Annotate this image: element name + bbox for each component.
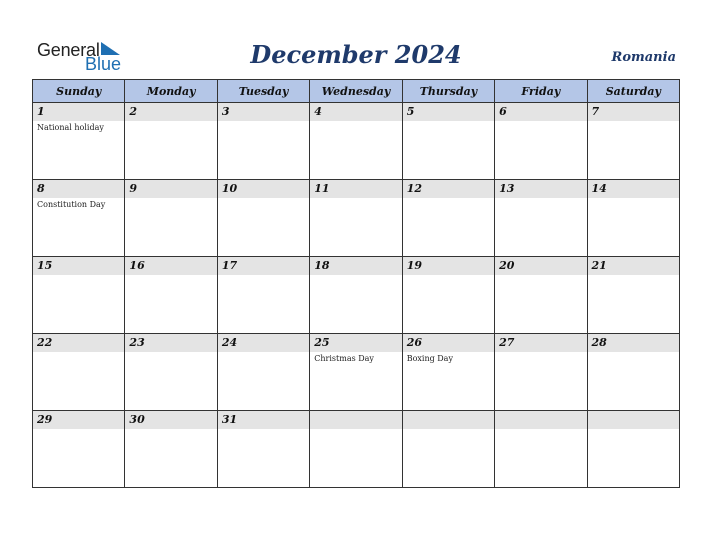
day-cell	[402, 411, 494, 488]
holiday-label	[310, 121, 401, 122]
day-cell	[310, 180, 402, 257]
day-cell	[495, 334, 587, 411]
day-number: 26	[403, 334, 494, 352]
day-cell	[125, 103, 217, 180]
holiday-label	[588, 275, 679, 276]
holiday-label: Boxing Day	[406, 354, 453, 363]
week-row	[33, 334, 680, 411]
day-cell	[310, 334, 402, 411]
holiday-label	[218, 121, 309, 122]
day-number: 12	[403, 180, 494, 198]
holiday-label	[218, 275, 309, 276]
page-title: December 2024	[250, 40, 462, 69]
day-number: 20	[495, 257, 586, 275]
day-number: 27	[495, 334, 586, 352]
weekday-header-row	[33, 80, 680, 103]
day-cell	[217, 257, 309, 334]
day-number: 5	[403, 103, 494, 121]
day-number: 14	[588, 180, 679, 198]
country-label: Romania	[611, 50, 676, 65]
day-number: 4	[310, 103, 401, 121]
day-cell	[310, 103, 402, 180]
day-number	[310, 411, 401, 429]
day-number: 13	[495, 180, 586, 198]
day-number: 22	[33, 334, 124, 352]
logo-word-blue: Blue	[85, 54, 122, 74]
holiday-label	[218, 198, 309, 199]
holiday-label	[33, 352, 124, 353]
holiday-label	[125, 275, 216, 276]
holiday-label	[310, 429, 401, 430]
day-number: 1	[33, 103, 124, 121]
holiday-label	[495, 352, 586, 353]
day-cell	[33, 103, 125, 180]
holiday-label	[588, 352, 679, 353]
day-cell	[125, 257, 217, 334]
day-number: 24	[218, 334, 309, 352]
holiday-label	[218, 429, 309, 430]
holiday-label	[588, 121, 679, 122]
holiday-label	[588, 429, 679, 430]
day-cell	[402, 257, 494, 334]
day-number: 6	[495, 103, 586, 121]
holiday-label	[125, 198, 216, 199]
weekday-header: Tuesday	[217, 80, 309, 103]
day-number: 8	[33, 180, 124, 198]
day-number: 9	[125, 180, 216, 198]
day-cell	[217, 334, 309, 411]
weekday-header: Monday	[125, 80, 217, 103]
day-cell	[402, 103, 494, 180]
day-cell	[310, 411, 402, 488]
day-number: 16	[125, 257, 216, 275]
day-number: 2	[125, 103, 216, 121]
day-number: 17	[218, 257, 309, 275]
day-cell	[587, 257, 679, 334]
day-cell	[33, 180, 125, 257]
day-cell	[495, 103, 587, 180]
holiday-label	[125, 352, 216, 353]
day-cell	[587, 411, 679, 488]
day-number	[495, 411, 586, 429]
day-number: 28	[588, 334, 679, 352]
holiday-label	[403, 121, 494, 122]
day-cell	[33, 411, 125, 488]
holiday-label	[588, 198, 679, 199]
holiday-label	[495, 429, 586, 430]
holiday-label	[33, 275, 124, 276]
weekday-header: Wednesday	[310, 80, 402, 103]
holiday-label	[403, 429, 494, 430]
day-number: 15	[33, 257, 124, 275]
week-row	[33, 180, 680, 257]
holiday-label	[310, 198, 401, 199]
holiday-label	[403, 198, 494, 199]
holiday-label	[33, 429, 124, 430]
day-number: 25	[310, 334, 401, 352]
day-number: 30	[125, 411, 216, 429]
week-row	[33, 411, 680, 488]
logo-word-general: General	[37, 40, 100, 60]
calendar-grid	[32, 79, 680, 488]
holiday-label	[310, 275, 401, 276]
day-cell	[402, 180, 494, 257]
holiday-label	[125, 121, 216, 122]
day-cell	[402, 334, 494, 411]
weekday-header: Thursday	[402, 80, 494, 103]
day-number: 7	[588, 103, 679, 121]
holiday-label	[125, 429, 216, 430]
day-cell	[495, 180, 587, 257]
holiday-label: Constitution Day	[37, 200, 106, 209]
holiday-label	[495, 198, 586, 199]
weekday-header: Sunday	[33, 80, 125, 103]
day-cell	[33, 334, 125, 411]
weekday-header: Saturday	[587, 80, 679, 103]
day-cell	[125, 334, 217, 411]
day-cell	[125, 411, 217, 488]
day-number	[403, 411, 494, 429]
day-cell	[310, 257, 402, 334]
holiday-label	[495, 275, 586, 276]
day-number: 11	[310, 180, 401, 198]
day-number: 18	[310, 257, 401, 275]
day-cell	[495, 411, 587, 488]
day-cell	[587, 334, 679, 411]
day-cell	[217, 103, 309, 180]
day-cell	[217, 180, 309, 257]
holiday-label: Christmas Day	[314, 354, 374, 363]
day-cell	[495, 257, 587, 334]
day-cell	[587, 103, 679, 180]
day-number: 10	[218, 180, 309, 198]
weekday-header: Friday	[495, 80, 587, 103]
day-number	[588, 411, 679, 429]
day-number: 21	[588, 257, 679, 275]
holiday-label: National holiday	[37, 123, 104, 132]
day-cell	[33, 257, 125, 334]
holiday-label	[403, 275, 494, 276]
day-number: 23	[125, 334, 216, 352]
day-cell	[587, 180, 679, 257]
day-number: 3	[218, 103, 309, 121]
week-row	[33, 257, 680, 334]
day-number: 19	[403, 257, 494, 275]
week-row	[33, 103, 680, 180]
day-number: 31	[218, 411, 309, 429]
holiday-label	[495, 121, 586, 122]
day-cell	[217, 411, 309, 488]
day-number: 29	[33, 411, 124, 429]
day-cell	[125, 180, 217, 257]
holiday-label	[218, 352, 309, 353]
